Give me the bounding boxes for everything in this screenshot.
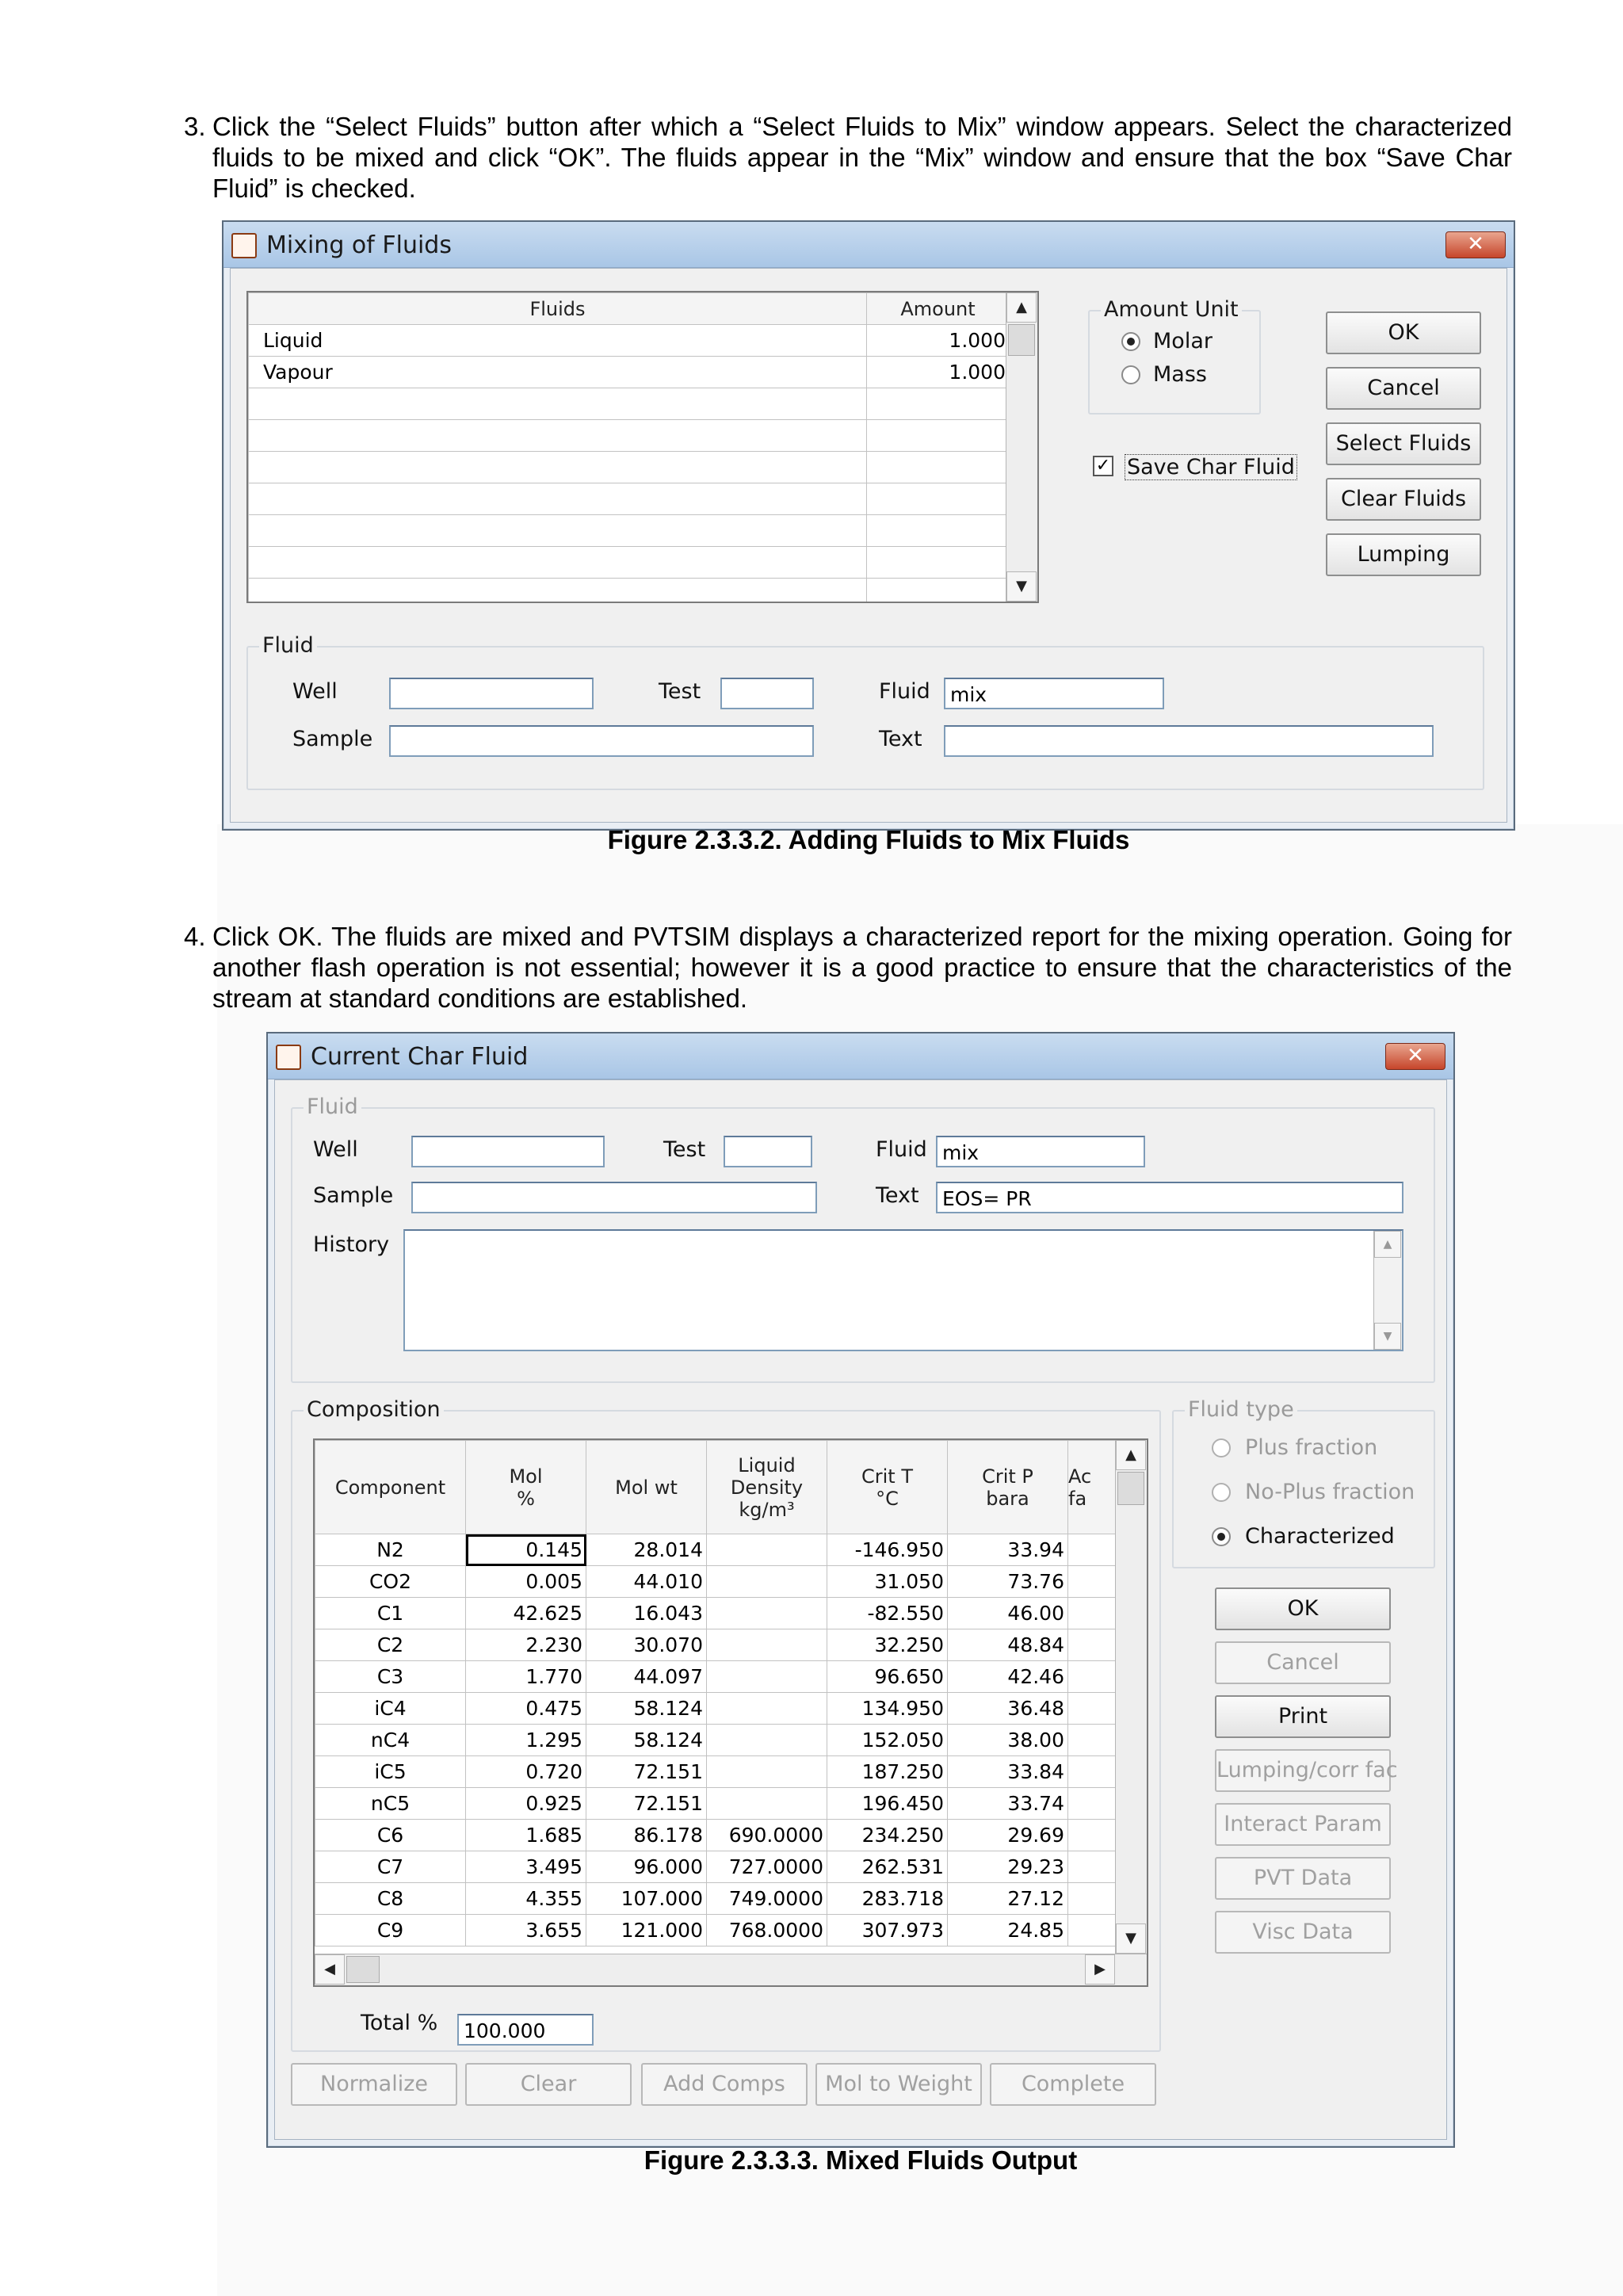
step-3-paragraph (184, 111, 1512, 204)
close-button[interactable]: ✕ (1445, 231, 1506, 258)
component-cell[interactable]: C1 (315, 1598, 466, 1629)
header-line: Density (730, 1476, 804, 1499)
plus-fraction-radio[interactable] (1212, 1438, 1231, 1457)
mol-cell[interactable]: 0.005 (466, 1566, 586, 1598)
acentric-factor-cell[interactable] (1068, 1693, 1116, 1725)
scroll-up-arrow-icon[interactable]: ▲ (1116, 1440, 1146, 1470)
sample-label: Sample (313, 1183, 394, 1208)
amount-cell[interactable]: 1.000 (867, 357, 1010, 388)
mol-cell[interactable]: 1.295 (466, 1725, 586, 1756)
critt-cell[interactable]: 187.250 (827, 1756, 948, 1788)
critt-cell[interactable]: 234.250 (827, 1820, 948, 1851)
scroll-left-arrow-icon[interactable]: ◀ (315, 1954, 345, 1985)
fluids-grid[interactable] (246, 291, 1039, 603)
table-row[interactable] (315, 1851, 1116, 1883)
critt-cell[interactable]: 31.050 (827, 1566, 948, 1598)
table-row[interactable] (249, 483, 1010, 515)
molwt-cell[interactable]: 86.178 (586, 1820, 707, 1851)
fluid-cell[interactable] (249, 547, 867, 579)
table-row[interactable] (249, 357, 1010, 388)
header-line: Liquid (738, 1454, 796, 1477)
amount-unit-group (1088, 297, 1261, 415)
table-row[interactable] (315, 1566, 1116, 1598)
save-char-fluid-label[interactable]: Save Char Fluid (1125, 454, 1297, 480)
interact-param-button[interactable]: Interact Param (1215, 1803, 1391, 1846)
table-row[interactable] (249, 579, 1010, 604)
fluid-cell[interactable] (249, 483, 867, 515)
well-input[interactable] (411, 1136, 605, 1167)
component-header[interactable] (315, 1441, 466, 1534)
component-cell[interactable]: C7 (315, 1851, 466, 1883)
molwt-cell[interactable]: 58.124 (586, 1725, 707, 1756)
component-cell[interactable]: nC5 (315, 1788, 466, 1820)
acentric-factor-cell[interactable] (1068, 1598, 1116, 1629)
amount-header[interactable]: Amount (867, 293, 1010, 325)
history-label: History (313, 1232, 390, 1257)
table-row[interactable] (315, 1788, 1116, 1820)
step-3-number: 3. (184, 112, 206, 141)
critt-cell[interactable]: -82.550 (827, 1598, 948, 1629)
amount-cell[interactable] (867, 547, 1010, 579)
fluid-cell[interactable] (249, 420, 867, 452)
amount-cell[interactable] (867, 388, 1010, 420)
critp-cell[interactable]: 46.00 (948, 1598, 1068, 1629)
text-input[interactable] (944, 725, 1434, 757)
molwt-cell[interactable]: 96.000 (586, 1851, 707, 1883)
critp-cell[interactable]: 29.23 (948, 1851, 1068, 1883)
fluid-cell[interactable] (249, 579, 867, 604)
figure-2-caption: Figure 2.3.3.3. Mixed Fluids Output (643, 2145, 1078, 2175)
mol-cell[interactable]: 0.475 (466, 1693, 586, 1725)
table-row[interactable] (315, 1725, 1116, 1756)
ok-button[interactable]: OK (1215, 1587, 1391, 1630)
table-row[interactable] (249, 547, 1010, 579)
density-cell[interactable] (707, 1566, 827, 1598)
window-client (274, 1079, 1447, 2140)
fluid-group (291, 1095, 1435, 1383)
acentric-factor-cell[interactable] (1068, 1788, 1116, 1820)
density-cell[interactable]: 768.0000 (707, 1915, 827, 1946)
sample-label: Sample (292, 727, 373, 751)
molwt-cell[interactable]: 16.043 (586, 1598, 707, 1629)
molwt-cell[interactable]: 58.124 (586, 1693, 707, 1725)
test-label: Test (659, 679, 701, 704)
visc-data-button[interactable]: Visc Data (1215, 1911, 1391, 1954)
fluid-type-group (1172, 1397, 1435, 1568)
density-cell[interactable] (707, 1693, 827, 1725)
mol-cell[interactable]: 0.145 (466, 1534, 586, 1566)
mol-cell[interactable]: 0.925 (466, 1788, 586, 1820)
mol-cell[interactable]: 4.355 (466, 1883, 586, 1915)
scroll-up-arrow-icon[interactable]: ▲ (1374, 1231, 1401, 1258)
header-line: kg/m³ (739, 1498, 795, 1521)
mol-cell[interactable]: 3.655 (466, 1915, 586, 1946)
fluid-label: Fluid (879, 679, 930, 704)
density-cell[interactable] (707, 1661, 827, 1693)
plus-fraction-label[interactable]: Plus fraction (1245, 1435, 1378, 1460)
header-line: Crit T (861, 1465, 913, 1488)
step-4-number: 4. (184, 922, 206, 951)
mol-cell[interactable]: 42.625 (466, 1598, 586, 1629)
mol-cell[interactable]: 1.770 (466, 1661, 586, 1693)
component-cell[interactable]: iC5 (315, 1756, 466, 1788)
component-cell[interactable]: C8 (315, 1883, 466, 1915)
table-row[interactable] (249, 420, 1010, 452)
acentric-factor-cell[interactable] (1068, 1851, 1116, 1883)
sample-input[interactable] (389, 725, 814, 757)
table-row[interactable] (315, 1756, 1116, 1788)
acentric-factor-cell[interactable] (1068, 1661, 1116, 1693)
scroll-thumb[interactable] (346, 1956, 380, 1983)
crit-p-header[interactable] (948, 1441, 1068, 1534)
title-bar (268, 1033, 1453, 1079)
table-row[interactable] (315, 1915, 1116, 1946)
fluid-group-legend: Fluid (259, 633, 317, 658)
header-line: fa (1068, 1487, 1087, 1510)
component-cell[interactable]: CO2 (315, 1566, 466, 1598)
composition-group (291, 1397, 1161, 2052)
composition-legend: Composition (304, 1397, 444, 1422)
density-cell[interactable]: 727.0000 (707, 1851, 827, 1883)
window-title: Mixing of Fluids (266, 231, 452, 259)
fluid-cell[interactable] (249, 388, 867, 420)
well-label: Well (313, 1137, 358, 1162)
table-row[interactable] (315, 1820, 1116, 1851)
complete-button[interactable]: Complete (990, 2063, 1156, 2106)
critt-cell[interactable]: 262.531 (827, 1851, 948, 1883)
cancel-button[interactable]: Cancel (1215, 1641, 1391, 1684)
acentric-factor-cell[interactable] (1068, 1820, 1116, 1851)
step-4-text: Click OK. The fluids are mixed and PVTSIM displays a characterized report for the mixing operation. Going for another flash operation is not essential; however it is a good practice to ensure that the characteristics of the stream at standard conditions are established. (212, 922, 1512, 1013)
fluid-group (246, 633, 1484, 790)
current-char-fluid-window (266, 1032, 1455, 2148)
critp-cell[interactable]: 29.69 (948, 1820, 1068, 1851)
scroll-thumb[interactable] (1008, 324, 1035, 356)
table-row[interactable] (249, 452, 1010, 483)
well-input[interactable] (389, 678, 594, 709)
mol-to-weight-button[interactable]: Mol to Weight (815, 2063, 982, 2106)
table-row[interactable] (315, 1883, 1116, 1915)
component-cell[interactable]: C3 (315, 1661, 466, 1693)
header-line: Crit P (982, 1465, 1033, 1488)
select-fluids-button[interactable]: Select Fluids (1326, 422, 1481, 465)
history-scrollbar[interactable] (1373, 1231, 1402, 1350)
mixing-of-fluids-window (222, 220, 1515, 831)
component-cell[interactable]: iC4 (315, 1693, 466, 1725)
table-row[interactable] (249, 515, 1010, 547)
acentric-factor-cell[interactable] (1068, 1883, 1116, 1915)
table-row[interactable] (249, 388, 1010, 420)
fluid-cell[interactable] (249, 515, 867, 547)
fluids-header[interactable]: Fluids (249, 293, 867, 325)
critt-cell[interactable]: 307.973 (827, 1915, 948, 1946)
component-cell[interactable]: N2 (315, 1534, 466, 1566)
no-plus-fraction-label[interactable]: No-Plus fraction (1245, 1480, 1415, 1504)
sample-input[interactable] (411, 1182, 817, 1213)
critt-cell[interactable]: -146.950 (827, 1534, 948, 1566)
critt-cell[interactable]: 96.650 (827, 1661, 948, 1693)
characterized-label[interactable]: Characterized (1245, 1524, 1395, 1549)
amount-cell[interactable]: 1.000 (867, 325, 1010, 357)
print-button[interactable]: Print (1215, 1695, 1391, 1738)
composition-grid[interactable] (313, 1438, 1148, 1987)
total-percent-field: 100.000 (457, 2014, 594, 2046)
history-textarea[interactable] (403, 1229, 1403, 1351)
mass-label[interactable]: Mass (1153, 362, 1207, 387)
molwt-cell[interactable]: 121.000 (586, 1915, 707, 1946)
density-cell[interactable] (707, 1788, 827, 1820)
molwt-cell[interactable]: 72.151 (586, 1756, 707, 1788)
table-row[interactable] (315, 1629, 1116, 1661)
header-line: % (517, 1487, 535, 1510)
acentric-factor-cell[interactable] (1068, 1756, 1116, 1788)
ok-button[interactable]: OK (1326, 311, 1481, 354)
header-line: Component (334, 1476, 446, 1499)
app-icon (276, 1045, 301, 1070)
scroll-down-arrow-icon[interactable]: ▼ (1374, 1323, 1401, 1350)
mol-cell[interactable]: 1.685 (466, 1820, 586, 1851)
acentric-factor-cell[interactable] (1068, 1566, 1116, 1598)
clear-fluids-button[interactable]: Clear Fluids (1326, 478, 1481, 521)
mass-radio[interactable] (1121, 365, 1140, 384)
mol-wt-header[interactable] (586, 1441, 707, 1534)
step-4-paragraph (184, 921, 1512, 1014)
critp-cell[interactable]: 33.84 (948, 1756, 1068, 1788)
composition-horizontal-scrollbar[interactable] (315, 1954, 1147, 1985)
test-label: Test (663, 1137, 706, 1162)
amount-cell[interactable] (867, 483, 1010, 515)
mol-cell[interactable]: 3.495 (466, 1851, 586, 1883)
window-title: Current Char Fluid (311, 1043, 529, 1071)
text-label: Text (879, 727, 922, 751)
critp-cell[interactable]: 36.48 (948, 1693, 1068, 1725)
header-line: Mol (509, 1465, 543, 1488)
density-cell[interactable]: 690.0000 (707, 1820, 827, 1851)
mol-percent-header[interactable] (466, 1441, 586, 1534)
text-input[interactable]: EOS= PR (936, 1182, 1403, 1213)
acentric-factor-cell[interactable] (1068, 1725, 1116, 1756)
mol-cell[interactable]: 0.720 (466, 1756, 586, 1788)
total-percent-label: Total % (361, 2011, 438, 2035)
amount-cell[interactable] (867, 420, 1010, 452)
test-input[interactable] (720, 678, 814, 709)
pvt-data-button[interactable]: PVT Data (1215, 1857, 1391, 1900)
critp-cell[interactable]: 48.84 (948, 1629, 1068, 1661)
critp-cell[interactable]: 33.74 (948, 1788, 1068, 1820)
density-cell[interactable] (707, 1725, 827, 1756)
scroll-down-arrow-icon[interactable]: ▼ (1006, 571, 1037, 602)
title-bar (223, 222, 1514, 268)
no-plus-fraction-radio[interactable] (1212, 1483, 1231, 1502)
critp-cell[interactable]: 27.12 (948, 1883, 1068, 1915)
save-char-fluid-checkbox[interactable]: ✓ (1093, 456, 1113, 476)
molwt-cell[interactable]: 72.151 (586, 1788, 707, 1820)
fluid-input[interactable]: mix (936, 1136, 1145, 1167)
acentric-factor-cell[interactable] (1068, 1534, 1116, 1566)
critt-cell[interactable]: 32.250 (827, 1629, 948, 1661)
table-row[interactable] (315, 1693, 1116, 1725)
molwt-cell[interactable]: 107.000 (586, 1883, 707, 1915)
acentric-factor-cell[interactable] (1068, 1915, 1116, 1946)
close-button[interactable]: ✕ (1385, 1043, 1445, 1070)
composition-vertical-scrollbar[interactable] (1115, 1440, 1147, 1954)
liquid-density-header[interactable] (707, 1441, 827, 1534)
characterized-radio[interactable] (1212, 1527, 1231, 1546)
density-cell[interactable] (707, 1629, 827, 1661)
amount-cell[interactable] (867, 452, 1010, 483)
table-row[interactable] (315, 1598, 1116, 1629)
fluid-label: Fluid (876, 1137, 927, 1162)
fluid-cell[interactable]: Liquid (249, 325, 867, 357)
normalize-button[interactable]: Normalize (291, 2063, 457, 2106)
fluid-input[interactable]: mix (944, 678, 1164, 709)
component-cell[interactable]: C6 (315, 1820, 466, 1851)
scroll-right-arrow-icon[interactable]: ▶ (1085, 1954, 1115, 1985)
critp-cell[interactable]: 38.00 (948, 1725, 1068, 1756)
amount-cell[interactable] (867, 579, 1010, 604)
amount-cell[interactable] (867, 515, 1010, 547)
density-cell[interactable] (707, 1598, 827, 1629)
critp-cell[interactable]: 73.76 (948, 1566, 1068, 1598)
step-3-text: Click the “Select Fluids” button after which a “Select Fluids to Mix” window appears. Select the characterized fluids to be mixed and click “OK”. The fluids appear in the “Mix” window and ensure that the box “Save Char Fluid” is checked. (212, 112, 1512, 203)
scroll-up-arrow-icon[interactable]: ▲ (1006, 292, 1037, 323)
table-row[interactable] (249, 325, 1010, 357)
molar-radio[interactable] (1121, 332, 1140, 351)
clear-button[interactable]: Clear (465, 2063, 632, 2106)
density-cell[interactable] (707, 1756, 827, 1788)
scroll-thumb[interactable] (1117, 1472, 1144, 1505)
fluid-type-legend: Fluid type (1185, 1397, 1297, 1422)
fluid-group-legend: Fluid (304, 1095, 361, 1119)
figure-1-caption: Figure 2.3.3.2. Adding Fluids to Mix Fluids (607, 825, 1130, 854)
app-icon (231, 233, 257, 258)
component-cell[interactable]: nC4 (315, 1725, 466, 1756)
molwt-cell[interactable]: 44.097 (586, 1661, 707, 1693)
critt-cell[interactable]: 152.050 (827, 1725, 948, 1756)
critp-cell[interactable]: 24.85 (948, 1915, 1068, 1946)
fluid-cell[interactable]: Vapour (249, 357, 867, 388)
critt-cell[interactable]: 196.450 (827, 1788, 948, 1820)
table-row[interactable] (315, 1661, 1116, 1693)
well-label: Well (292, 679, 338, 704)
table-row[interactable] (315, 1534, 1116, 1566)
header-line: Mol wt (615, 1476, 678, 1499)
density-cell[interactable] (707, 1534, 827, 1566)
molwt-cell[interactable]: 44.010 (586, 1566, 707, 1598)
acentric-factor-cell[interactable] (1068, 1629, 1116, 1661)
lumping-button[interactable]: Lumping (1326, 533, 1481, 576)
header-line: °C (876, 1487, 899, 1510)
fluids-vertical-scrollbar[interactable] (1006, 292, 1037, 602)
test-input[interactable] (724, 1136, 812, 1167)
add-comps-button[interactable]: Add Comps (641, 2063, 808, 2106)
molwt-cell[interactable]: 28.014 (586, 1534, 707, 1566)
critt-cell[interactable]: 134.950 (827, 1693, 948, 1725)
window-client (230, 268, 1507, 823)
header-line: bara (986, 1487, 1029, 1510)
density-cell[interactable]: 749.0000 (707, 1883, 827, 1915)
lumping-corr-fac-button[interactable]: Lumping/corr fac (1215, 1749, 1391, 1792)
header-line: Ac (1068, 1465, 1092, 1488)
fluid-cell[interactable] (249, 452, 867, 483)
scroll-down-arrow-icon[interactable]: ▼ (1116, 1924, 1146, 1954)
crit-t-header[interactable] (827, 1441, 948, 1534)
critp-cell[interactable]: 33.94 (948, 1534, 1068, 1566)
mol-cell[interactable]: 2.230 (466, 1629, 586, 1661)
molwt-cell[interactable]: 30.070 (586, 1629, 707, 1661)
critp-cell[interactable]: 42.46 (948, 1661, 1068, 1693)
molar-label[interactable]: Molar (1153, 329, 1212, 353)
cancel-button[interactable]: Cancel (1326, 367, 1481, 410)
component-cell[interactable]: C2 (315, 1629, 466, 1661)
acentric-factor-header[interactable] (1068, 1441, 1116, 1534)
component-cell[interactable]: C9 (315, 1915, 466, 1946)
critt-cell[interactable]: 283.718 (827, 1883, 948, 1915)
text-label: Text (876, 1183, 919, 1208)
amount-unit-legend: Amount Unit (1101, 297, 1242, 322)
